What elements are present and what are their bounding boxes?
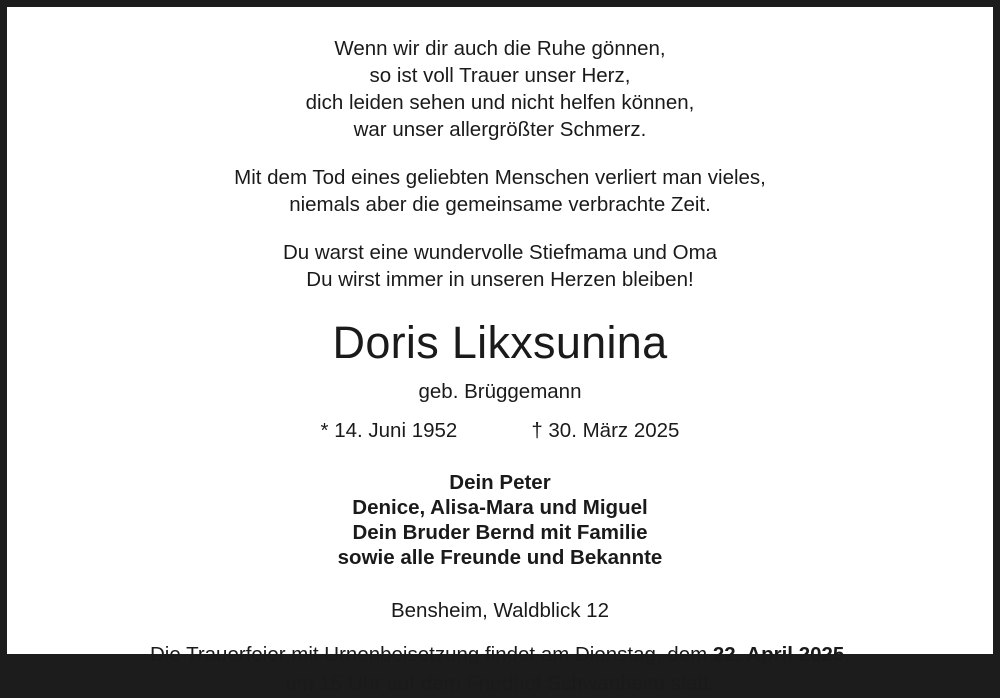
ceremony-date: 22. April 2025 <box>712 643 845 666</box>
poem-block <box>234 35 766 293</box>
mourner-line: sowie alle Freunde und Bekannte <box>337 546 663 569</box>
address-line: Bensheim, Waldblick 12 <box>390 599 609 622</box>
maiden-name: geb. Brüggemann <box>418 380 582 403</box>
poem-line: Mit dem Tod eines geliebten Menschen verliert man vieles, <box>234 166 766 189</box>
poem-line: Du warst eine wundervolle Stiefmama und Oma <box>282 241 718 264</box>
mourner-line: Dein Peter <box>449 471 551 494</box>
ceremony-text-before: Die Trauerfeier mit Urnenbeisetzung findet am Dienstag, dem <box>149 643 713 666</box>
deceased-name: Doris Likxsunina <box>332 317 668 368</box>
mourner-line: Dein Bruder Bernd mit Familie <box>352 521 648 544</box>
mourners-block <box>338 470 663 570</box>
poem-line: so ist voll Trauer unser Herz, <box>369 64 631 87</box>
stanza-divider <box>234 218 766 239</box>
poem-line: Wenn wir dir auch die Ruhe gönnen, <box>334 37 666 60</box>
ceremony-text-after: , <box>844 643 851 666</box>
ceremony-line-1 <box>150 640 850 669</box>
poem-line: Du wirst immer in unseren Herzen bleiben! <box>306 268 694 291</box>
stanza-divider <box>234 143 766 164</box>
poem-line: war unser allergrößter Schmerz. <box>353 118 647 141</box>
ceremony-line-2: um 15 Uhr auf dem Friedhof Schwanheim statt. <box>285 672 715 695</box>
poem-line: niemals aber die gemeinsame verbrachte Zeit. <box>289 193 711 216</box>
poem-line: dich leiden sehen und nicht helfen können, <box>305 91 695 114</box>
life-dates <box>321 418 680 444</box>
mourner-line: Denice, Alisa-Mara und Miguel <box>352 496 648 519</box>
death-date: † 30. März 2025 <box>531 419 680 442</box>
ceremony-details <box>150 640 850 698</box>
birth-date: * 14. Juni 1952 <box>320 419 458 442</box>
